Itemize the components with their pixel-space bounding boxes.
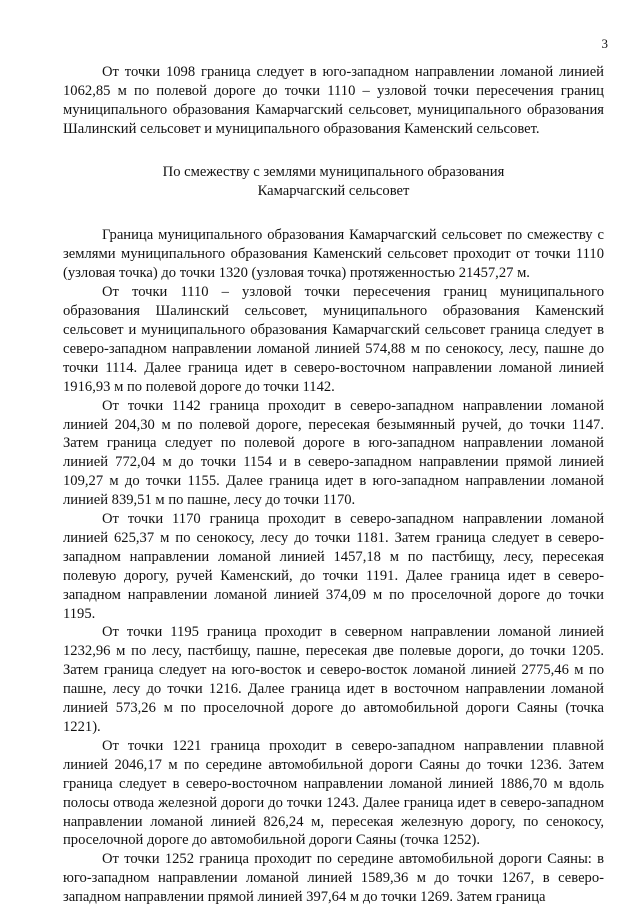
section-heading <box>63 163 604 201</box>
document-body <box>63 63 604 907</box>
page-number: 3 <box>601 36 608 51</box>
intro-paragraph: От точки 1098 граница следует в юго-западном направлении ломаной линией 1062,85 м по полевой дороге до точки 1110 – узловой точки пересечения границ муниципального образования Камарчагский сельсовет, муниципального образования Шалинский сельсовет и муниципального образования Каменский сельсовет. <box>63 64 604 137</box>
paragraph-3: От точки 1142 граница проходит в северо-западном направлении ломаной линией 204,30 м по полевой дороге, пересекая безымянный ручей, до точки 1147. Затем граница следует по полевой дороге в юго-западном направлении ломаной линией 772,04 м до точки 1154 и в северо-западном направлении прямой линией 109,27 м до точки 1155. Далее граница идет в юго-западном направлении ломаной линией 839,51 м по пашне, лесу до точки 1170. <box>63 397 604 509</box>
paragraph-1: Граница муниципального образования Камарчагский сельсовет по смежеству с землями муниципального образования Каменский сельсовет проходит от точки 1110 (узловая точка) до точки 1320 (узловая точка) протяженностью 21457,27 м. <box>63 227 604 282</box>
paragraph-5: От точки 1195 граница проходит в северном направлении ломаной линией 1232,96 м по лесу, пастбищу, пашне, пересекая две полевые дороги, до точки 1205. Затем граница следует на юго-восток и северо-восток ломаной линией 2775,46 м по пашне, лесу до точки 1216. Далее граница идет в восточном направлении ломаной линией 573,26 м по проселочной дороге до автомобильной дороги Саяны (точка 1221). <box>63 624 604 735</box>
paragraph-6: От точки 1221 граница проходит в северо-западном направлении плавной линией 2046,17 м по середине автомобильной дороги Саяны до точки 1236. Затем граница следует в северо-восточном направлении ломаной линией 1886,70 м вдоль полосы отвода железной дороги до точки 1243. Далее граница идет в северо-западном направлении ломаной линией 826,24 м, пересекая железную дорогу, по сенокосу, проселочной дороге до автомобильной дороги Саяны (точка 1252). <box>63 737 604 849</box>
section-heading-line-2: Камарчагский сельсовет <box>257 182 410 199</box>
paragraph-7: От точки 1252 граница проходит по середине автомобильной дороги Саяны: в юго-западном направлении ломаной линией 1589,36 м до точки 1267, в северо-западном направлении прямой линией 397,64 м до точки 1269. Затем граница <box>63 851 604 906</box>
paragraph-4: От точки 1170 граница проходит в северо-западном направлении ломаной линией 625,37 м по сенокосу, лесу до точки 1181. Затем граница следует в северо-западном направлении ломаной линией 1457,18 м по пастбищу, лесу, пересекая полевую дорогу, ручей Каменский, до точки 1191. Далее граница идет в северо-западном направлении ломаной линией 374,09 м по проселочной дороге до точки 1195. <box>63 511 604 622</box>
paragraph-2: От точки 1110 – узловой точки пересечения границ муниципального образования Шалинский сельсовет, муниципального образования Каменский сельсовет и муниципального образования Камарчагский сельсовет граница следует в северо-западном направлении ломаной линией 574,88 м по сенокосу, лесу, пашне до точки 1114. Далее граница идет в северо-восточном направлении ломаной линией 1916,93 м по полевой дороге до точки 1142. <box>63 284 604 395</box>
section-heading-line-1: По смежеству с землями муниципального образования <box>162 163 505 180</box>
